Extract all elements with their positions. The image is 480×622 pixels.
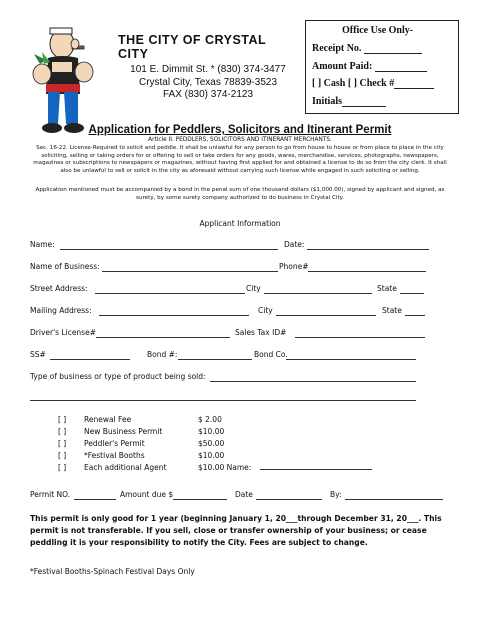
fee-amount: $10.00: [198, 451, 225, 460]
fee-amount: $10.00: [198, 427, 225, 436]
date-field[interactable]: [307, 249, 429, 250]
city-fax: FAX (830) 374-2123: [162, 89, 254, 100]
amount-due-label: Amount due $: [120, 490, 174, 499]
state-field-1[interactable]: [400, 293, 424, 294]
city-label-2: City: [258, 306, 273, 315]
mailing-address-label: Mailing Address:: [30, 306, 92, 315]
business-name-label: Name of Business:: [30, 262, 100, 271]
permit-number-field[interactable]: [74, 499, 116, 500]
fee-checkbox[interactable]: [ ]: [58, 427, 67, 436]
bond-requirement-text: Application mentioned must be accompanied by a bond in the penal sum of one thousand dollars ($1,000.00), signed by applicant and signed, as surety, by some surety company authorized to do business in Crystal City.: [35, 187, 445, 201]
state-label-1: State: [377, 284, 397, 293]
section-heading: Applicant Information: [199, 219, 281, 228]
ordinance-text: Sec. 16-22. License-Required to solicit and peddle. It shall be unlawful for any person to go from house to house or from place to place in the city soliciting, selling or taking orders for or offering to sell or take orders for any goods, wares, merchandise, services, photographs, newspapers, magazines or subscriptions to newspapers or magazines, without having first applied for and obtained a license to do so from the city clerk. It shall also be unlawful to sell or solicit in the city as aforesaid without carrying such license while engaged in such soliciting or selling.: [33, 145, 447, 174]
date-label: Date:: [284, 240, 305, 249]
phone-field[interactable]: [308, 271, 426, 272]
state-field-2[interactable]: [405, 315, 425, 316]
permit-number-label: Permit NO.: [30, 490, 71, 499]
fee-checkbox[interactable]: [ ]: [58, 439, 67, 448]
drivers-license-field[interactable]: [96, 337, 230, 338]
fee-label: Each additional Agent: [84, 463, 167, 472]
amount-paid-label: Amount Paid:: [312, 61, 373, 72]
additional-agent-name-field[interactable]: [260, 469, 372, 470]
fee-label: Renewal Fee: [84, 415, 132, 424]
mailing-address-field[interactable]: [99, 315, 249, 316]
permit-date-field[interactable]: [256, 499, 322, 500]
business-type-label: Type of business or type of product being sold:: [30, 372, 206, 381]
fee-checkbox[interactable]: [ ]: [58, 451, 67, 460]
fee-label: Peddler's Permit: [84, 439, 145, 448]
fee-checkbox[interactable]: [ ]: [58, 415, 67, 424]
fee-amount: $10.00 Name:: [198, 463, 252, 472]
receipt-line: [364, 45, 422, 54]
bond-company-field[interactable]: [286, 359, 416, 360]
bond-company-label: Bond Co.: [254, 350, 288, 359]
permit-terms-text: This permit is only good for 1 year (beginning January 1, 20___through December 31, 20___. This permit is not transferable. If you sell, close or transfer ownership of your business; or cease peddling it is your responsibility to notify the City. Fees are subject to change.: [30, 514, 442, 547]
city-field-2[interactable]: [276, 315, 376, 316]
phone-label: Phone#: [279, 262, 309, 271]
amount-due-field[interactable]: [173, 499, 227, 500]
city-header: [118, 33, 298, 102]
festival-footnote: *Festival Booths-Spinach Festival Days Only: [30, 567, 195, 576]
issued-by-label: By:: [330, 490, 342, 499]
name-field[interactable]: [60, 249, 278, 250]
initials-line: [342, 98, 386, 107]
initials-label: Initials: [312, 96, 343, 107]
sales-tax-field[interactable]: [295, 337, 425, 338]
business-type-field[interactable]: [210, 381, 416, 382]
office-use-title: Office Use Only-: [342, 25, 414, 36]
drivers-license-label: Driver's License#: [30, 328, 96, 337]
ss-field[interactable]: [50, 359, 130, 360]
bond-number-label: Bond #:: [147, 350, 178, 359]
city-field-1[interactable]: [264, 293, 372, 294]
bond-number-field[interactable]: [178, 359, 252, 360]
permit-date-label: Date: [235, 490, 253, 499]
form-title: Application for Peddlers, Solicitors and Itinerant Permit: [88, 124, 392, 136]
city-label-1: City: [246, 284, 261, 293]
name-label: Name:: [30, 240, 55, 249]
state-label-2: State: [382, 306, 402, 315]
city-location: Crystal City, Texas 78839-3523: [138, 76, 278, 88]
city-address: 101 E. Dimmit St. * (830) 374-3477: [130, 64, 286, 75]
fee-amount: $50.00: [198, 439, 225, 448]
issued-by-field[interactable]: [345, 499, 443, 500]
receipt-label: Receipt No.: [312, 43, 362, 54]
fee-label: *Festival Booths: [84, 451, 145, 460]
street-address-field[interactable]: [95, 293, 245, 294]
fee-label: New Business Permit: [84, 427, 163, 436]
check-line: [394, 80, 434, 89]
payment-label: [ ] Cash [ ] Check #: [312, 78, 395, 89]
city-name: THE CITY OF CRYSTAL CITY: [118, 33, 266, 61]
business-name-field[interactable]: [102, 271, 278, 272]
popeye-logo-image: [30, 24, 100, 136]
ss-label: SS#: [30, 350, 46, 359]
fee-checkbox[interactable]: [ ]: [58, 463, 67, 472]
sales-tax-label: Sales Tax ID#: [235, 328, 287, 337]
business-type-field-line-2[interactable]: [30, 400, 416, 401]
article-heading: Article II. PEDDLERS, SOLICITORS AND ITINERANT MERCHANTS.: [148, 137, 332, 143]
amount-paid-line: [375, 63, 427, 72]
street-address-label: Street Address:: [30, 284, 88, 293]
office-use-box: [305, 20, 459, 114]
fee-amount: $ 2.00: [198, 415, 222, 424]
